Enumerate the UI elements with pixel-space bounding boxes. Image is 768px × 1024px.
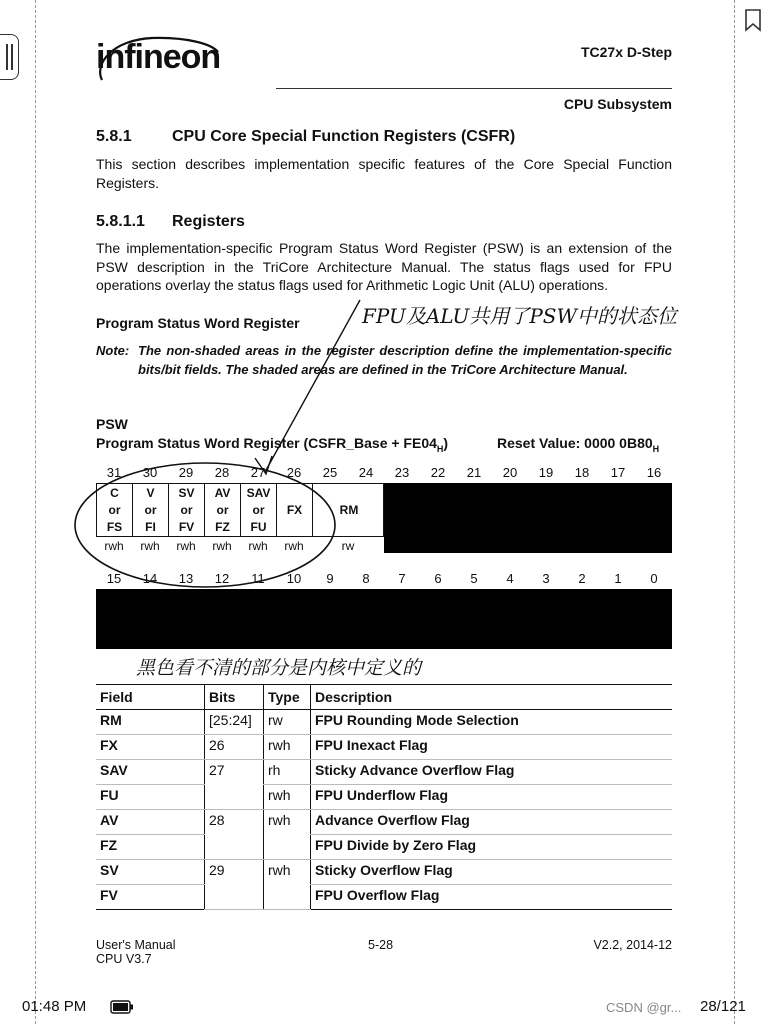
section-name: CPU Subsystem [563, 96, 672, 112]
header-rule [276, 88, 672, 89]
table-row [96, 785, 672, 810]
bit-number: 9 [326, 571, 334, 586]
subsection-number: 5.8.1.1 [96, 213, 145, 230]
note-text: The non-shaded areas in the register description define the implementation-specific bits/bit fields. The shaded areas are defined in the TriCore Architecture Manual. [138, 343, 672, 377]
footer-cpu: CPU V3.7 [96, 952, 152, 966]
bit-number: 24 [358, 465, 374, 480]
type-cell: rwh [264, 785, 311, 810]
column-header: Description [311, 685, 673, 710]
type-cell: rwh [264, 810, 311, 860]
access-type: rwh [284, 539, 304, 553]
bit-number: 30 [142, 465, 158, 480]
bit-number: 6 [434, 571, 442, 586]
description-cell: Sticky Advance Overflow Flag [311, 760, 673, 785]
footer-version: V2.2, 2014-12 [593, 938, 672, 952]
field-cell: FV [96, 885, 205, 910]
field-cell: SV [96, 860, 205, 885]
bit-number: 3 [542, 571, 550, 586]
right-margin-guide [734, 0, 735, 1024]
bit-number: 23 [394, 465, 410, 480]
psw-heading: Program Status Word Register [96, 315, 300, 331]
bit-number: 31 [106, 465, 122, 480]
type-cell: rwh [264, 735, 311, 760]
field-sv-fv: SV or FV [169, 484, 205, 536]
field-c-fs: C or FS [97, 484, 133, 536]
page-counter[interactable]: 28/121 [700, 998, 746, 1015]
description-cell: FPU Rounding Mode Selection [311, 710, 673, 735]
footer-manual: User's Manual [96, 938, 176, 952]
register-addr-sub: H [436, 443, 444, 454]
bit-number: 17 [610, 465, 626, 480]
status-time: 01:48 PM [22, 998, 87, 1015]
access-type: rw [341, 539, 355, 553]
section-body: This section describes implementation specific features of the Core Special Function Registers. [96, 156, 672, 191]
left-margin-guide [35, 0, 36, 1024]
description-cell: FPU Divide by Zero Flag [311, 835, 673, 860]
bit-number: 2 [578, 571, 586, 586]
access-type: rwh [212, 539, 232, 553]
table-row [96, 710, 672, 735]
bit-number: 0 [650, 571, 658, 586]
register-name-text: Program Status Word Register (CSFR_Base + FE04 [96, 435, 437, 451]
bit-number: 10 [286, 571, 302, 586]
column-header: Field [96, 685, 205, 710]
bit-number: 29 [178, 465, 194, 480]
table-row [96, 760, 672, 785]
field-fx: FX [277, 484, 313, 536]
bits-cell: 26 [205, 735, 264, 760]
field-rm: RM [339, 502, 359, 517]
type-cell: rw [264, 710, 311, 735]
description-cell: Sticky Overflow Flag [311, 860, 673, 885]
table-row [96, 885, 672, 910]
description-cell: Advance Overflow Flag [311, 810, 673, 835]
bit-number: 22 [430, 465, 446, 480]
bits-cell: [25:24] [205, 710, 264, 735]
field-cell: SAV [96, 760, 205, 785]
table-row [96, 810, 672, 835]
column-header: Type [264, 685, 311, 710]
field-v-fi: V or FI [133, 484, 169, 536]
table-row [96, 860, 672, 885]
access-type: rwh [104, 539, 124, 553]
section-title: CPU Core Special Function Registers (CSFR) [172, 128, 516, 145]
bit-number: 11 [251, 571, 265, 586]
subsection-title: Registers [172, 213, 245, 230]
description-cell: FPU Inexact Flag [311, 735, 673, 760]
sidebar-toggle-handle[interactable] [0, 34, 19, 80]
register-short-name: PSW [96, 416, 128, 432]
table-row [96, 735, 672, 760]
logo-text: infineon [96, 38, 221, 76]
bits-cell: 29 [205, 860, 264, 910]
bit-number: 8 [362, 571, 370, 586]
reset-value [497, 435, 659, 454]
handwritten-note-1: FPU及ALU共用了PSW中的状态位 [362, 304, 678, 328]
access-type: rwh [248, 539, 268, 553]
handwritten-note-2: 黑色看不清的部分是内核中定义的 [136, 657, 422, 679]
bookmark-icon[interactable] [744, 8, 762, 32]
table-row [96, 835, 672, 860]
bit-number: 14 [142, 571, 158, 586]
bits-cell: 27 [205, 760, 264, 810]
bit-number: 12 [214, 571, 230, 586]
footer-page-number: 5-28 [368, 938, 394, 952]
description-cell: FPU Underflow Flag [311, 785, 673, 810]
subsection-body: The implementation-specific Program Status Word Register (PSW) is an extension of the PSW description in the TriCore Architecture Manual. The status flags used for FPU operations overlay the status flags used for Arithmetic Logic Unit (ALU) operations. [96, 240, 672, 293]
bit-number: 5 [470, 571, 478, 586]
watermark: CSDN @gr... [606, 1000, 682, 1015]
access-type: rwh [140, 539, 160, 553]
bit-number: 7 [398, 571, 406, 586]
type-cell: rh [264, 760, 311, 785]
description-cell: FPU Overflow Flag [311, 885, 673, 910]
bits-cell: 28 [205, 810, 264, 860]
field-cell: RM [96, 710, 205, 735]
field-cell: AV [96, 810, 205, 835]
bit-number: 27 [250, 465, 266, 480]
bit-number: 21 [466, 465, 482, 480]
reset-value-sub: H [652, 443, 660, 454]
table-header-row [96, 685, 672, 710]
bit-number: 15 [106, 571, 122, 586]
bit-number: 1 [614, 571, 622, 586]
footer-left [96, 938, 176, 966]
bit-number: 16 [646, 465, 662, 480]
field-sav-fu: SAV or FU [241, 484, 277, 536]
field-cell: FU [96, 785, 205, 810]
register-addr-close: ) [443, 435, 449, 451]
field-cell: FZ [96, 835, 205, 860]
bit-number: 13 [178, 571, 194, 586]
access-type: rwh [176, 539, 196, 553]
field-cell: FX [96, 735, 205, 760]
note-label: Note: [96, 343, 130, 358]
bit-number: 26 [286, 465, 302, 480]
section-number: 5.8.1 [96, 128, 132, 145]
bit-number: 19 [538, 465, 554, 480]
bit-number: 20 [502, 465, 518, 480]
field-av-fz: AV or FZ [205, 484, 241, 536]
bit-number: 28 [214, 465, 230, 480]
type-cell: rwh [264, 860, 311, 910]
product-name: TC27x D-Step [580, 44, 672, 60]
reset-value-text: Reset Value: 0000 0B80 [497, 435, 653, 451]
bit-number: 25 [322, 465, 338, 480]
bit-number: 4 [506, 571, 514, 586]
battery-icon [110, 1000, 134, 1014]
column-header: Bits [205, 685, 264, 710]
field-table [96, 684, 672, 910]
bit-number: 18 [574, 465, 590, 480]
